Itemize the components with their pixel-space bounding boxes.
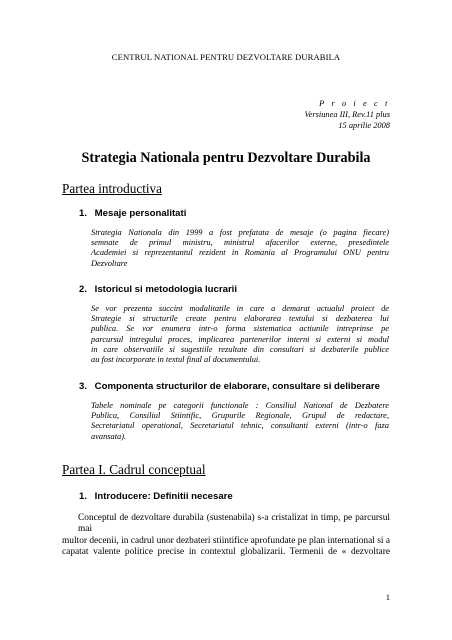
paragraph-line: Academiei si reprezentantul rezident in Romania al Programului ONU pentru	[91, 248, 389, 258]
paragraph-line: parcursul intregului proces, implicarea partenerilor interni si externi si modul	[91, 334, 389, 344]
section-heading	[79, 284, 237, 295]
paragraph-line: semnate de primul ministru, ministrul afacerilor externe, presedintele	[91, 238, 389, 248]
document-meta	[304, 98, 390, 132]
section-number: 1.	[79, 208, 88, 219]
paragraph-line: Publica, Consiliul Stiintific, Grupurile Regionale, Grupul de redactare,	[91, 411, 389, 421]
paragraph-line: publica. Se vor enumera intr-o forma sistematica actiunile intreprinse pe	[91, 324, 389, 334]
paragraph-line: capatat valente politice precise in contextul globalizarii. Termenii de « dezvoltare	[62, 547, 390, 558]
paragraph-line: Secretariatul operational, Secretariatul tehnic, consultanti externi (intr-o faza	[91, 421, 389, 431]
paragraph-line: Tabele nominale pe categorii functionale : Consiliul National de Dezbatere	[91, 401, 389, 410]
section-title: Mesaje personalitati	[94, 208, 187, 219]
section-title: Istoricul si metodologia lucrarii	[94, 284, 238, 295]
organization-header: CENTRUL NATIONAL PENTRU DEZVOLTARE DURABILA	[111, 52, 341, 62]
document-title: Strategia Nationala pentru Dezvoltare Durabila	[81, 150, 371, 166]
date-label: 15 aprilie 2008	[338, 121, 390, 131]
version-label: Versiunea III, Rev.11 plus	[304, 110, 390, 120]
page-number: 1	[385, 592, 390, 602]
part-heading-cadrul-conceptual: Partea I. Cadrul conceptual	[62, 462, 206, 477]
paragraph-line: Se vor prezenta succint modalitatile in care a demarat actualul proiect de	[91, 304, 389, 313]
paragraph-line: multor decenii, in cadrul unor dezbateri stiintifice aprofundate pe plan international si a	[62, 535, 390, 546]
section-paragraph	[91, 304, 389, 365]
project-label: P r o i e c t	[319, 99, 390, 108]
section-heading	[79, 208, 186, 219]
paragraph-line: Conceptul de dezvoltare durabila (sustenabila) s-a cristalizat in timp, pe parcursul mai	[78, 513, 390, 535]
part-heading-introductiva: Partea introductiva	[62, 181, 162, 196]
paragraph-line: Strategia Nationala din 1999 a fost prefatata de mesaje (o pagina fiecare)	[91, 228, 389, 237]
section-number: 2.	[79, 284, 88, 295]
paragraph-line: in care observatiile si sugestiile rezultate din consultari si dezbaterile publice	[91, 344, 389, 354]
section-paragraph	[91, 228, 389, 269]
paragraph-line: au fost incorporate in textul final al documentului.	[91, 355, 261, 365]
section-number: 1.	[79, 491, 88, 502]
section-title: Introducere: Definitii necesare	[94, 491, 233, 502]
paragraph-line: Strategie si structurile create pentru elaborarea textului si dezbaterea lui	[91, 314, 389, 324]
body-paragraph	[62, 513, 390, 559]
paragraph-line: Dezvoltare	[91, 258, 128, 268]
section-number: 3.	[79, 381, 88, 392]
paragraph-line: avansata).	[91, 431, 127, 441]
section-heading	[79, 381, 380, 392]
section-title: Componenta structurilor de elaborare, consultare si deliberare	[94, 381, 380, 392]
section-heading	[79, 491, 233, 502]
section-paragraph	[91, 401, 389, 442]
